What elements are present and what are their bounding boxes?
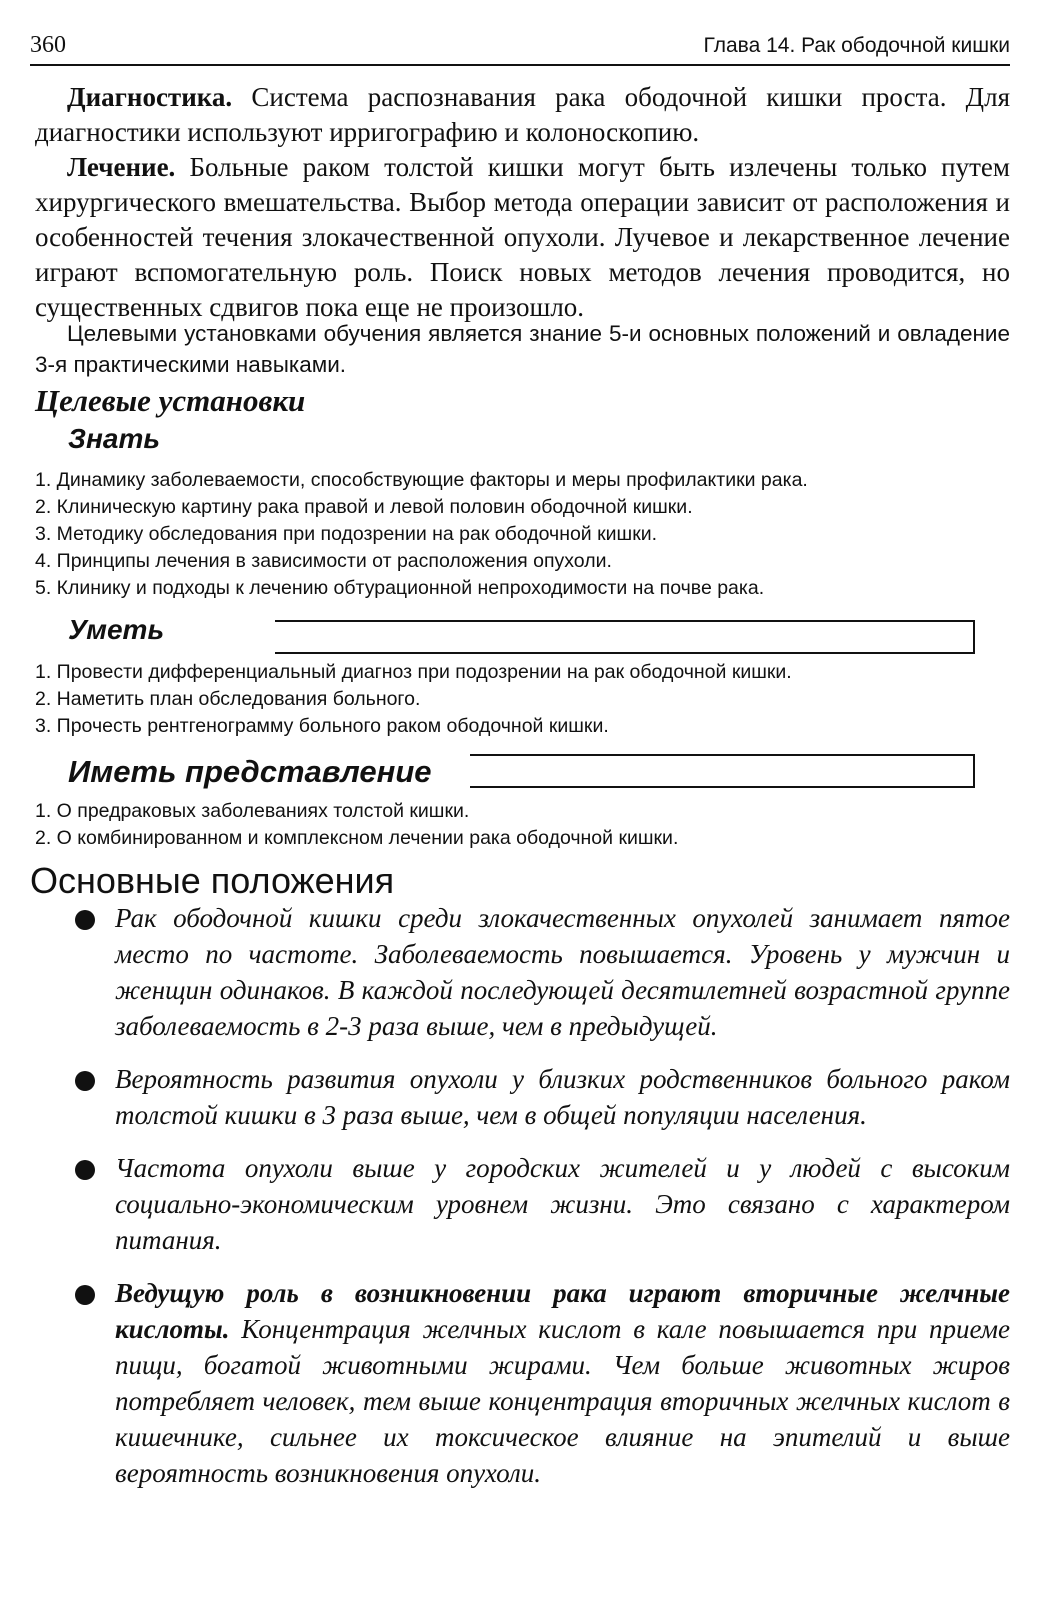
main-point [75, 1150, 1010, 1258]
know-item: 4. Принципы лечения в зависимости от расположения опухоли. [35, 550, 612, 572]
chapter-title: Глава 14. Рак ободочной кишки [703, 34, 1010, 57]
goals-heading: Целевые установки [35, 383, 306, 418]
be-able-item: 3. Прочесть рентгенограмму больного раком ободочной кишки. [35, 715, 609, 737]
main-points-heading: Основные положения [30, 860, 395, 901]
know-item: 1. Динамику заболеваемости, способствующие факторы и меры профилактики рака. [35, 469, 808, 491]
treatment-term: Лечение. [67, 152, 176, 182]
main-point-text: Вероятность развития опухоли у близких родственников больного раком толстой кишки в 3 раза выше, чем в общей популяции населения. [115, 1064, 1010, 1130]
be-able-item: 2. Наметить план обследования больного. [35, 688, 421, 710]
goals-intro: Целевыми установками обучения является знание 5-и основных положений и овладение 3-я практическими навыками. [35, 321, 1010, 377]
diagnostics-term: Диагностика. [67, 82, 233, 112]
know-item: 5. Клинику и подходы к лечению обтурационной непроходимости на почве рака. [35, 577, 765, 599]
know-heading: Знать [68, 423, 160, 454]
be-able-heading-rule [275, 620, 975, 654]
know-item: 3. Методику обследования при подозрении на рак ободочной кишки. [35, 523, 658, 545]
diagnostics-paragraph [35, 80, 1010, 150]
main-point-text: Концентрация желчных кислот в кале повышается при приеме пищи, богатой животными жирами. Чем больше животных жиров потребляет человек, тем выше концентрация вторичных желчных кислот в кишечнике, сильнее их токсическое влияние на эпителий и выше вероятность возникновения опухоли. [115, 1314, 1010, 1488]
bullet-icon [75, 910, 95, 930]
main-point-text: Рак ободочной кишки среди злокачественных опухолей занимает пятое место по частоте. Заболеваемость повышается. Уровень у мужчин и женщин одинаков. В каждой последующей десятилетней возрастной группе заболеваемость в 2-3 раза выше, чем в предыдущей. [115, 903, 1010, 1041]
main-point [75, 1061, 1010, 1133]
main-point-bold: Ведущую роль в возникновении рака играют вторичные желчные кислоты. [115, 1278, 1010, 1344]
have-idea-item: 2. О комбинированном и комплексном лечении рака ободочной кишки. [35, 827, 679, 849]
have-idea-list [35, 798, 1010, 852]
page-number: 360 [30, 32, 66, 58]
be-able-heading: Уметь [68, 614, 165, 645]
main-points-list [75, 900, 1010, 1508]
know-list [35, 467, 1010, 602]
have-idea-heading: Иметь представление [68, 754, 432, 789]
have-idea-heading-rule [470, 754, 975, 788]
main-point [75, 1275, 1010, 1491]
bullet-icon [75, 1285, 95, 1305]
be-able-list [35, 659, 1010, 740]
treatment-text: Больные раком толстой кишки могут быть излечены только путем хирургического вмешательства. Выбор метода операции зависит от расположения и особенностей течения злокачественной опухоли. Лучевое и лекарственное лечение играют вспомогательную роль. Поиск новых методов лечения проводится, но существенных сдвигов пока еще не произошло. [35, 152, 1010, 322]
page-header [30, 30, 1010, 66]
treatment-paragraph [35, 150, 1010, 325]
bullet-icon [75, 1071, 95, 1091]
have-idea-item: 1. О предраковых заболеваниях толстой кишки. [35, 800, 470, 822]
main-point-text: Частота опухоли выше у городских жителей и у людей с высоким социально-экономическим уровнем жизни. Это связано с характером питания. [115, 1153, 1010, 1255]
know-item: 2. Клиническую картину рака правой и левой половин ободочной кишки. [35, 496, 693, 518]
bullet-icon [75, 1160, 95, 1180]
main-point [75, 900, 1010, 1044]
be-able-item: 1. Провести дифференциальный диагноз при подозрении на рак ободочной кишки. [35, 661, 792, 683]
diagnostics-text: Система распознавания рака ободочной кишки проста. Для диагностики используют ирригографию и колоноскопию. [35, 82, 1010, 147]
